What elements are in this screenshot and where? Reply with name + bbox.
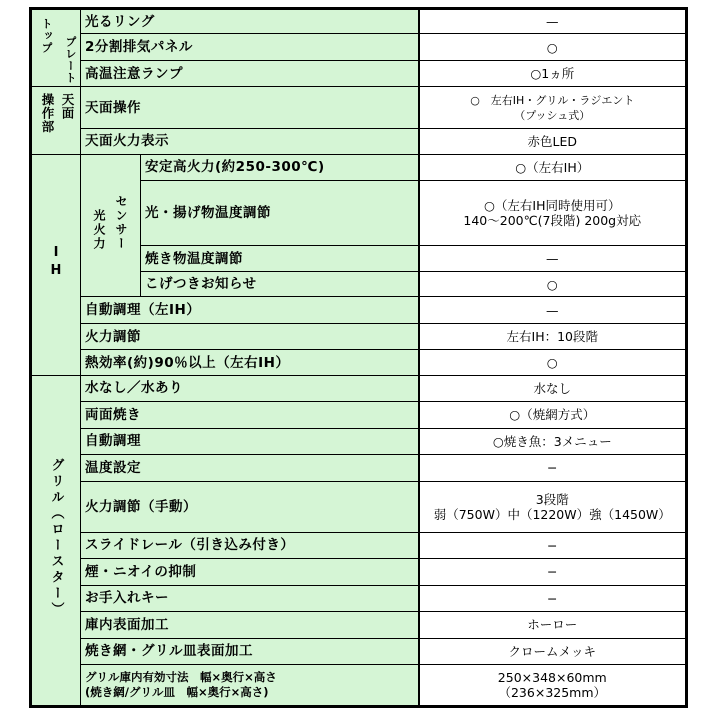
table-row xyxy=(31,402,687,428)
table-row xyxy=(31,323,687,349)
category-top-plate-label-a: トップ xyxy=(40,18,53,54)
feature-label: 温度設定 xyxy=(81,455,419,481)
feature-value-line1: ○ 左右IH・グリル・ラジエント xyxy=(470,93,635,107)
feature-label: 熱効率(約)90％以上（左右IH） xyxy=(81,350,419,375)
feature-value: 赤色LED xyxy=(419,129,687,154)
table-row xyxy=(31,34,687,60)
category-operation-label-b: 天面 xyxy=(60,93,75,121)
feature-label-line1: グリル庫内有効寸法 幅×奥行×高さ xyxy=(85,670,277,685)
category-ih-label: IH xyxy=(48,244,64,281)
subcategory-sensor xyxy=(81,154,141,297)
feature-label xyxy=(81,665,419,707)
table-row xyxy=(31,129,687,154)
feature-label: 自動調理（左IH） xyxy=(81,297,419,323)
feature-label: 光るリング xyxy=(81,9,419,34)
feature-value-line2: 弱（750W）中（1220W）強（1450W） xyxy=(433,506,671,522)
feature-value: − xyxy=(419,559,687,585)
feature-label: 光・揚げ物温度調節 xyxy=(141,181,419,246)
feature-value: ホーロー xyxy=(419,612,687,638)
table-row xyxy=(31,60,687,86)
table-row xyxy=(31,665,687,707)
table-row xyxy=(31,612,687,638)
feature-value: − xyxy=(419,532,687,558)
feature-label: 焼き物温度調節 xyxy=(141,246,419,271)
category-top-plate-label-b: プレート xyxy=(64,36,77,84)
table-row xyxy=(31,455,687,481)
feature-label: 庫内表面加工 xyxy=(81,612,419,638)
feature-value xyxy=(419,181,687,246)
table-row xyxy=(31,428,687,454)
feature-value: − xyxy=(419,585,687,611)
feature-label: 高温注意ランプ xyxy=(81,60,419,86)
feature-value xyxy=(419,87,687,129)
table-row xyxy=(31,559,687,585)
table-row xyxy=(31,375,687,401)
table-row xyxy=(31,87,687,129)
feature-label: 水なし／水あり xyxy=(81,375,419,401)
category-ih xyxy=(31,154,81,375)
feature-label-line2: (焼き網/グリル皿 幅×奥行×高さ) xyxy=(85,685,269,700)
feature-value: 水なし xyxy=(419,375,687,401)
feature-label: 火力調節 xyxy=(81,323,419,349)
feature-value: クロームメッキ xyxy=(419,638,687,664)
feature-value: ○（焼網方式） xyxy=(419,402,687,428)
feature-value: − xyxy=(419,455,687,481)
feature-value-line2: 140～200℃(7段階) 200g対応 xyxy=(463,213,642,229)
subcategory-sensor-label-a: 光火力 xyxy=(91,209,106,252)
category-operation-label-a: 操作部 xyxy=(40,93,55,134)
table-row xyxy=(31,481,687,532)
feature-value: — xyxy=(419,9,687,34)
spec-table xyxy=(29,7,688,708)
category-grill-label: グリル（ロースター） xyxy=(48,458,64,619)
feature-value: — xyxy=(419,246,687,271)
feature-value xyxy=(419,481,687,532)
table-row xyxy=(31,9,687,34)
table-row xyxy=(31,350,687,375)
feature-value-line2: （プッシュ式） xyxy=(514,108,591,122)
table-row xyxy=(31,297,687,323)
feature-value xyxy=(419,665,687,707)
feature-label: 煙・ニオイの抑制 xyxy=(81,559,419,585)
feature-label: 2分割排気パネル xyxy=(81,34,419,60)
feature-label: 自動調理 xyxy=(81,428,419,454)
feature-value: ○1ヵ所 xyxy=(419,60,687,86)
feature-label: 安定高火力(約250-300℃) xyxy=(141,154,419,180)
feature-value: ○焼き魚：3メニュー xyxy=(419,428,687,454)
category-top-plate xyxy=(31,9,81,87)
subcategory-sensor-label-b: センサー xyxy=(114,195,129,252)
feature-value: ○ xyxy=(419,34,687,60)
table-row xyxy=(31,532,687,558)
table-row xyxy=(31,154,687,180)
category-operation xyxy=(31,87,81,154)
category-grill xyxy=(31,375,81,706)
feature-value: ○ xyxy=(419,271,687,296)
feature-label: スライドレール（引き込み付き） xyxy=(81,532,419,558)
feature-value-line2: （236×325mm） xyxy=(498,685,607,701)
table-row xyxy=(31,585,687,611)
feature-label: お手入れキー xyxy=(81,585,419,611)
feature-value-line1: 3段階 xyxy=(535,491,569,507)
feature-label: 焼き網・グリル皿表面加工 xyxy=(81,638,419,664)
feature-label: こげつきお知らせ xyxy=(141,271,419,296)
feature-label: 天面操作 xyxy=(81,87,419,129)
table-row xyxy=(31,638,687,664)
feature-value: 左右IH：10段階 xyxy=(419,323,687,349)
feature-value-line1: ○（左右IH同時使用可） xyxy=(484,198,621,214)
feature-label: 両面焼き xyxy=(81,402,419,428)
feature-value: ○（左右IH） xyxy=(419,154,687,180)
feature-label: 火力調節（手動） xyxy=(81,481,419,532)
feature-value-line1: 250×348×60mm xyxy=(497,670,607,686)
feature-value: — xyxy=(419,297,687,323)
feature-value: ○ xyxy=(419,350,687,375)
feature-label: 天面火力表示 xyxy=(81,129,419,154)
